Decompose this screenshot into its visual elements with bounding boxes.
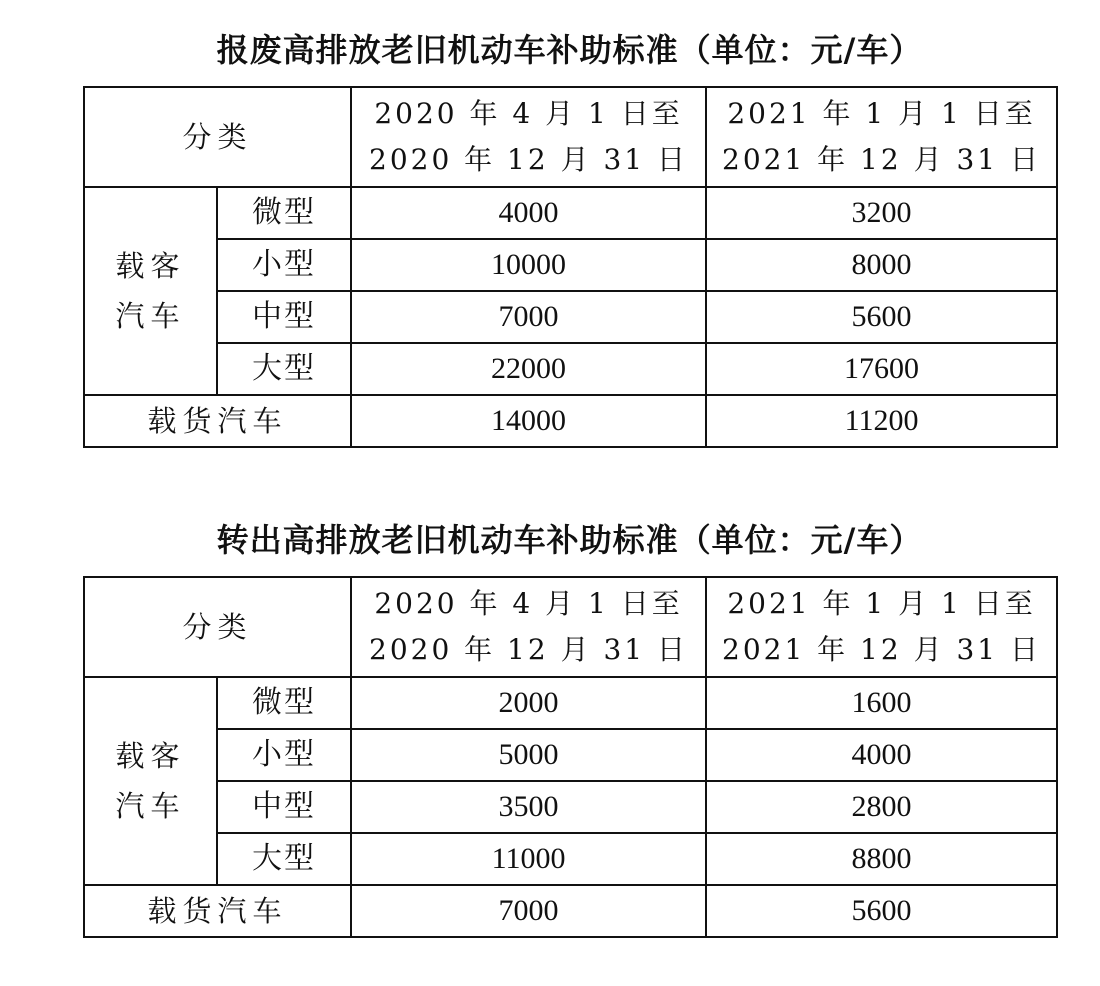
category-header: 分类 [84, 577, 351, 677]
vehicle-type-label: 大型 [217, 833, 351, 885]
period-header-line: 2021 年 1 月 1 日至 [727, 97, 1036, 130]
table-row [84, 187, 1057, 239]
period-header-2021 [706, 87, 1057, 187]
subsidy-value: 8800 [706, 833, 1057, 885]
subsidy-value: 3200 [706, 187, 1057, 239]
subsidy-value: 4000 [351, 187, 706, 239]
category-header: 分类 [84, 87, 351, 187]
scrappage-subsidy-section [83, 22, 1056, 448]
period-header-2020 [351, 577, 706, 677]
subsidy-value: 5600 [706, 885, 1057, 937]
vehicle-type-label: 小型 [217, 729, 351, 781]
transfer-subsidy-table [83, 576, 1058, 938]
table-row [84, 781, 1057, 833]
truck-label: 载货汽车 [84, 395, 351, 447]
period-header-line: 2020 年 4 月 1 日至 [374, 97, 683, 130]
period-header-line: 2020 年 12 月 31 日 [369, 633, 689, 666]
subsidy-value: 4000 [706, 729, 1057, 781]
subsidy-value: 10000 [351, 239, 706, 291]
transfer-subsidy-title: 转出高排放老旧机动车补助标准（单位：元/车） [216, 521, 923, 559]
period-header-2021 [706, 577, 1057, 677]
subsidy-value: 5000 [351, 729, 706, 781]
subsidy-value: 3500 [351, 781, 706, 833]
table-row [84, 343, 1057, 395]
subsidy-value: 11000 [351, 833, 706, 885]
group-label-line: 载客 [115, 249, 186, 283]
table-row [84, 677, 1057, 729]
group-label-line: 汽车 [115, 789, 186, 823]
subsidy-value: 2000 [351, 677, 706, 729]
vehicle-type-label: 小型 [217, 239, 351, 291]
subsidy-value: 17600 [706, 343, 1057, 395]
vehicle-type-label: 微型 [217, 187, 351, 239]
subsidy-value: 14000 [351, 395, 706, 447]
table-row [84, 239, 1057, 291]
group-label-line: 载客 [115, 739, 186, 773]
table-row [84, 291, 1057, 343]
period-header-line: 2021 年 12 月 31 日 [722, 143, 1042, 176]
table-row [84, 885, 1057, 937]
truck-label: 载货汽车 [84, 885, 351, 937]
period-header-line: 2020 年 4 月 1 日至 [374, 587, 683, 620]
table-row [84, 395, 1057, 447]
subsidy-value: 2800 [706, 781, 1057, 833]
subsidy-value: 7000 [351, 291, 706, 343]
period-header-line: 2021 年 1 月 1 日至 [727, 587, 1036, 620]
period-header-line: 2020 年 12 月 31 日 [369, 143, 689, 176]
subsidy-value: 7000 [351, 885, 706, 937]
table-row [84, 729, 1057, 781]
vehicle-type-label: 中型 [217, 291, 351, 343]
vehicle-type-label: 大型 [217, 343, 351, 395]
subsidy-value: 1600 [706, 677, 1057, 729]
vehicle-type-label: 中型 [217, 781, 351, 833]
group-label-line: 汽车 [115, 299, 186, 333]
period-header-2020 [351, 87, 706, 187]
subsidy-value: 11200 [706, 395, 1057, 447]
subsidy-value: 22000 [351, 343, 706, 395]
subsidy-value: 8000 [706, 239, 1057, 291]
table-row [84, 833, 1057, 885]
scrappage-subsidy-title: 报废高排放老旧机动车补助标准（单位：元/车） [216, 31, 923, 69]
scrappage-subsidy-table [83, 86, 1058, 448]
vehicle-type-label: 微型 [217, 677, 351, 729]
passenger-vehicle-group-label [84, 677, 217, 885]
passenger-vehicle-group-label [84, 187, 217, 395]
table-header-row [84, 87, 1057, 187]
period-header-line: 2021 年 12 月 31 日 [722, 633, 1042, 666]
table-header-row [84, 577, 1057, 677]
transfer-subsidy-section [83, 512, 1056, 938]
subsidy-value: 5600 [706, 291, 1057, 343]
